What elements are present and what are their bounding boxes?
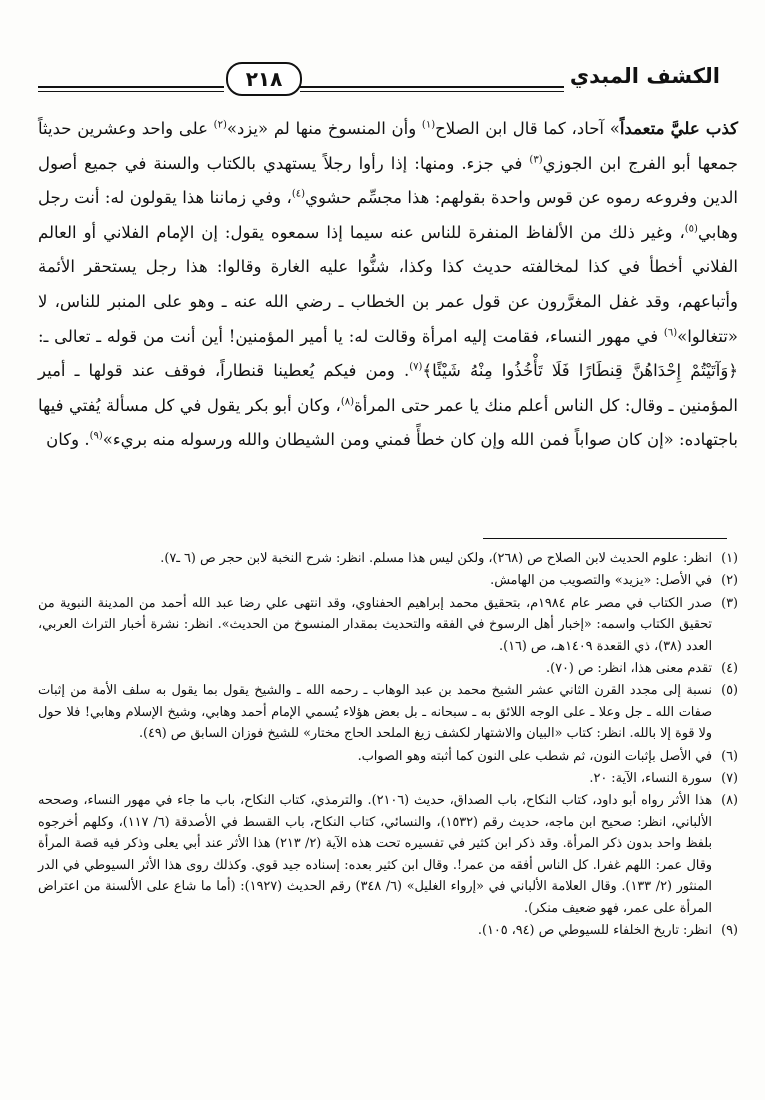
- footnote-ref[interactable]: (٢): [213, 119, 227, 131]
- footnote-number: (١): [721, 551, 738, 566]
- footnote-ref[interactable]: (٧): [409, 361, 423, 373]
- footnote-ref[interactable]: (٣): [529, 154, 543, 166]
- footnote-number: (٥): [721, 683, 738, 699]
- text-segment: ، وفي زماننا هذا يقولون له: أنت رجل وهابي: [38, 188, 738, 242]
- footnotes: [38, 548, 738, 942]
- footnote-text: في الأصل بإثبات النون، ثم شطب على النون كما أثبته وهو الصواب.: [357, 748, 712, 764]
- footnote-ref[interactable]: (٨): [340, 396, 355, 408]
- text-segment: وأن المنسوخ منها لم «يزد»: [226, 119, 422, 138]
- header-rule: [38, 86, 224, 88]
- footnote-text: انظر: تاريخ الخلفاء للسيوطي ص (٩٤، ١٠٥).: [477, 922, 712, 938]
- footnote: [38, 680, 738, 744]
- footnote-text: سورة النساء، الآية: ٢٠.: [589, 771, 712, 787]
- footnote: [38, 790, 738, 918]
- text-bold-lead: كذب عليَّ متعمداً: [619, 119, 738, 138]
- header-rule: [38, 91, 224, 92]
- footnote: [38, 570, 738, 591]
- text-segment: في جزء. ومنها: إذا رأوا رجلاً يستهدي بالكتاب والسنة في جميع أصول الدين وفروعه رموه عن قوس واحدة بقولهم: هذا مجسِّم حشوي: [38, 153, 738, 208]
- main-paragraph: [38, 112, 738, 458]
- text-segment: . ومن فيكم يُعطينا قنطاراً، فوقف عند قولها ـ أمير المؤمنين ـ وقال: كل الناس أعلم منك يا عمر حتى المرأة: [38, 361, 738, 415]
- text-segment: . وكان: [46, 430, 90, 450]
- page-number: ٢١٨: [226, 62, 302, 96]
- footnote-number: (٦): [721, 748, 738, 764]
- text-segment: في مهور النساء، فقامت إليه امرأة وقالت له: يا أمير المؤمنين! أين أنت من قوله ـ تعالى ـ: ﴿وَآتَيْتُمْ إِحْدَاهُنَّ قِنطَارًا فَلَا تَأْخُذُوا مِنْهُ شَيْئًا﴾: [38, 326, 738, 381]
- footnote: [38, 746, 738, 767]
- footnote-number: (٤): [721, 661, 738, 677]
- footnote-ref[interactable]: (١): [421, 119, 436, 131]
- footnote-divider: [483, 538, 727, 539]
- footnote-ref[interactable]: (٤): [291, 188, 306, 200]
- footnote-text: انظر: علوم الحديث لابن الصلاح ص (٢٦٨)، ولكن ليس هذا مسلم. انظر: شرح النخبة لابن حجر ص (٦ ـ٧).: [160, 551, 712, 566]
- footnote-number: (٣): [721, 595, 738, 611]
- book-title: الكشف المبدي: [569, 64, 720, 88]
- footnote-number: (٩): [721, 922, 738, 938]
- text-segment: » آحاد، كما قال ابن الصلاح: [435, 119, 620, 138]
- footnote-ref[interactable]: (٦): [663, 327, 678, 339]
- text-segment: على واحد وعشرين حديثاً جمعها أبو الفرج ابن الجوزي: [38, 119, 738, 173]
- text-segment: ، وكان أبو بكر يقول في كل مسألة يُفتي فيها باجتهاده: «إن كان صواباً فمن الله وإن كان خطأً فمني ومن الشيطان والله ورسوله منه بريء»: [38, 395, 738, 450]
- header-rule: [300, 91, 564, 92]
- footnote-text: هذا الأثر رواه أبو داود، كتاب النكاح، باب الصداق، حديث (٢١٠٦). والترمذي، كتاب النكاح، باب ما جاء في مهور النساء، وصححه الألباني، انظر: صحيح ابن ماجه، حديث رقم (١٥٣٢)، والنسائي، كتاب النكاح، باب القسط في الأصدقة (٦/ ١١٧)، وكلهم أخرجوه بلفظ واحد بدون ذكر المرأة. وقد ذكر ابن كثير في تفسيره تحت هذه الآية (٢/ ٢١٣) هذا الأثر عند أبي يعلى وذكر فيه قصة المرأة وقال عمر: اللهم غفرا. كل الناس أفقه من عمر!. وقال ابن كثير بعده: إسناده جيد قوي. وكذلك روى هذا الأثر السيوطي في الدر المنثور (٢/ ١٣٣). وقال العلامة الألباني في «إرواء الغليل» (٦/ ٣٤٨) رقم الحديث (١٩٢٧): (أما ما شاع على الألسنة من اعتراض المرأة على عمر، فهو ضعيف منكر).: [38, 793, 713, 916]
- footnote-number: (٧): [721, 771, 738, 787]
- footnote-text: صدر الكتاب في مصر عام ١٩٨٤م، بتحقيق محمد إبراهيم الحفناوي، وقد انتهى علي رضا عبد الله أحمد من المدينة النبوية من تحقيق الكتاب واسمه: «إخبار أهل الرسوخ في الفقه والتحديث بمقدار المنسوخ من الحديث». انظر: نشرة أخبار التراث العربي، العدد (٣٨)، ذي القعدة ١٤٠٩هـ، ص (١٦).: [38, 595, 712, 654]
- footnote-ref[interactable]: (٥): [684, 223, 698, 235]
- footnote: [38, 593, 738, 657]
- footnote: [38, 920, 738, 941]
- footnote: [38, 548, 738, 569]
- footnote-number: (٢): [721, 573, 738, 589]
- main-text: [38, 112, 738, 458]
- footnote-text: في الأصل: «يزيد» والتصويب من الهامش.: [490, 573, 712, 589]
- header-rule: [300, 86, 564, 88]
- text-segment: ، وغير ذلك من الألفاظ المنفرة للناس عنه سيما إذا سمعوه يقول: إن الإمام الفلاني أو العالم الفلاني أخطأ في كذا لمخالفته حديث كذا وكذا، شنُّوا عليه الغارة وقالوا: هذا رجل يستحقر الأئمة وأتباعهم، وقد غفل المغرَّرون عن قول عمر بن الخطاب ـ رضي الله عنه ـ وهو على المنبر للناس، لا «تتغالوا»: [38, 222, 738, 346]
- footnote: [38, 658, 738, 679]
- footnote-ref[interactable]: (٩): [89, 430, 103, 442]
- footnote-text: نسبة إلى مجدد القرن الثاني عشر الشيخ محمد بن عبد الوهاب ـ رحمه الله ـ والشيخ يقول بما يقول به سلف الأمة من إثبات صفات الله ـ جل وعلا ـ على الوجه اللائق به ـ سبحانه ـ بل بعض هؤلاء يُسمي الإمام أحمد وهابي، وشيخ الإسلام وهابي! فلا حول ولا قوة إلا بالله. انظر: كتاب «البيان والاشتهار لكشف زيغ الملحد الحاج مختار» للشيخ فوزان السابق ص (٤٩).: [38, 683, 712, 742]
- footnote-text: تقدم معنى هذا، انظر: ص (٧٠).: [546, 661, 712, 677]
- running-header: [38, 60, 728, 100]
- footnote: [38, 768, 738, 789]
- footnote-number: (٨): [721, 793, 738, 809]
